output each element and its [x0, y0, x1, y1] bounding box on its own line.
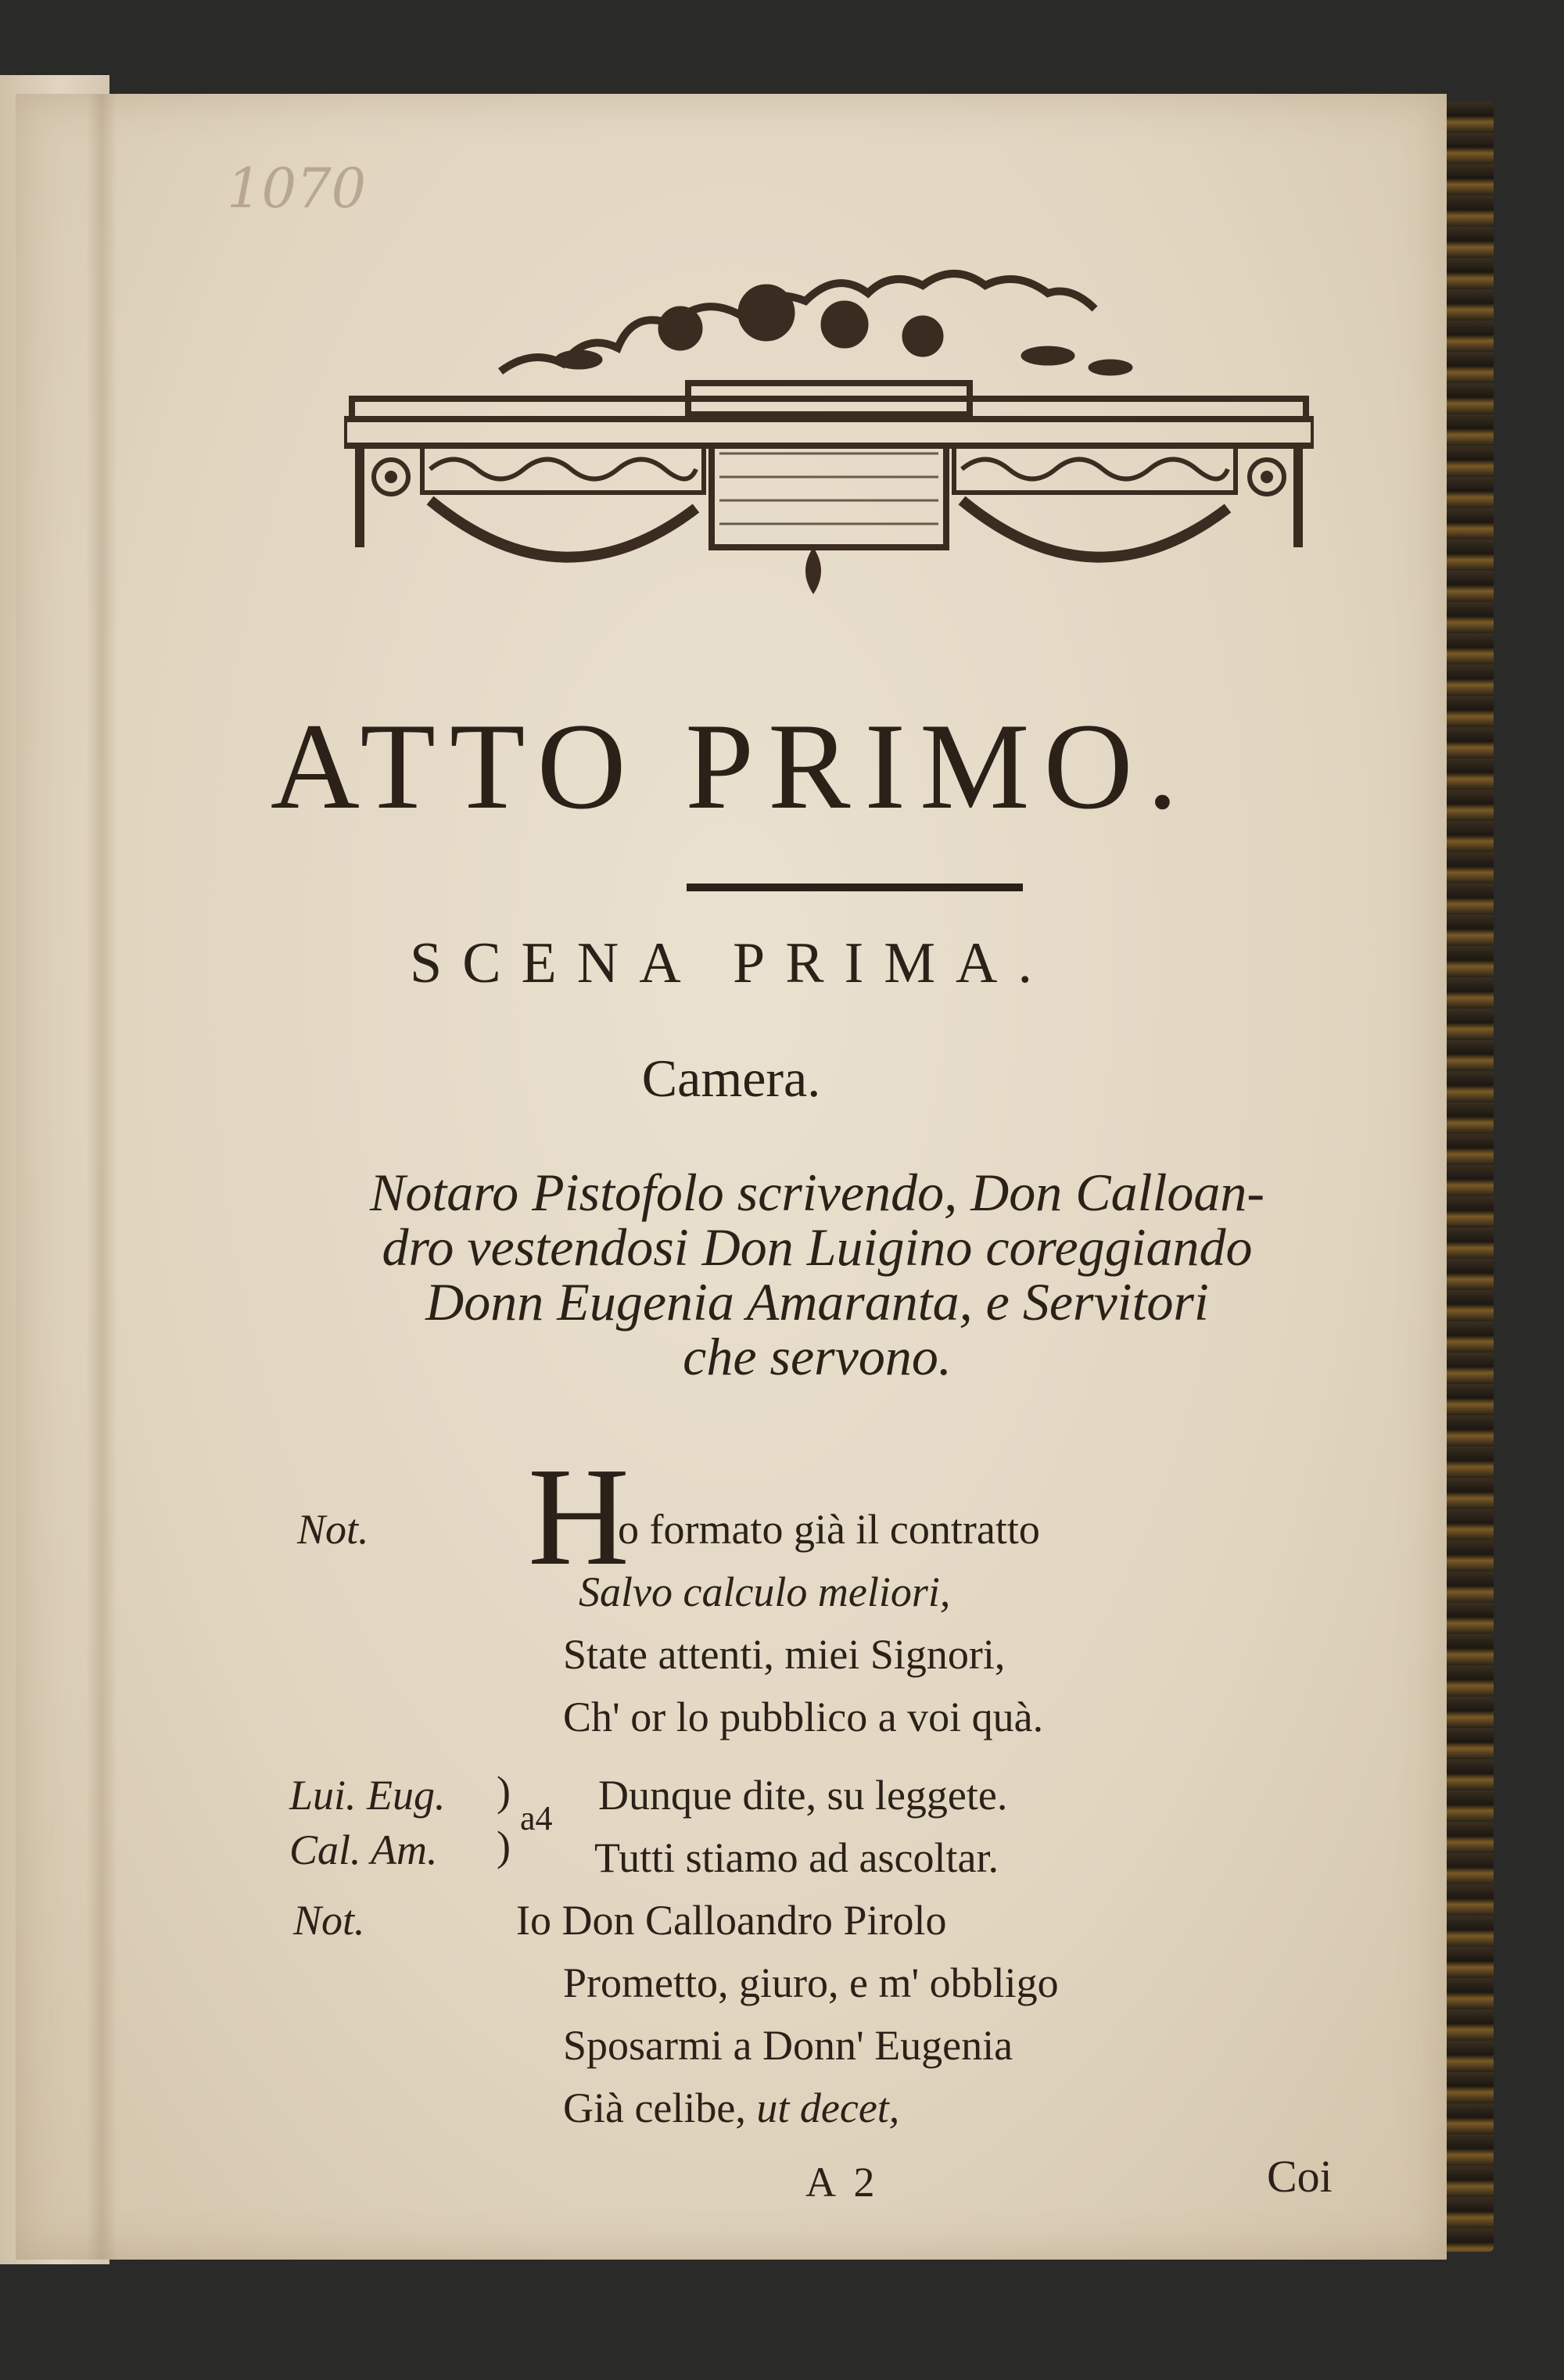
- verse-line: Tutti stiamo ad ascoltar.: [594, 1834, 999, 1881]
- ensemble-marker: a4: [520, 1799, 553, 1837]
- drop-capital: H: [528, 1439, 630, 1594]
- brace-mark: ): [497, 1823, 511, 1869]
- verse-latin: ut decet,: [756, 2084, 900, 2131]
- stage-direction-line: che servono.: [683, 1327, 952, 1386]
- catchword: Coi: [1267, 2151, 1333, 2202]
- brace-mark: ): [497, 1768, 511, 1815]
- verse-line: Io Don Calloandro Pirolo: [516, 1897, 947, 1944]
- verse-line: State attenti, miei Signori,: [563, 1631, 1006, 1678]
- speaker-label: Lui. Eug.: [289, 1772, 446, 1819]
- speaker-label: Not.: [297, 1506, 369, 1553]
- scene-heading: SCENA PRIMA.: [410, 931, 1053, 995]
- book-page: [16, 94, 1447, 2260]
- page-fold-shadow: [86, 94, 117, 2260]
- signature-mark: A 2: [805, 2159, 880, 2206]
- speaker-label: Cal. Am.: [289, 1826, 438, 1873]
- scene-setting: Camera.: [641, 1048, 821, 1108]
- verse-line: Ch' or lo pubblico a voi quà.: [563, 1694, 1044, 1740]
- verse-line: o formato già il contratto: [618, 1506, 1040, 1553]
- stage-direction-line: dro vestendosi Don Luigino coreggiando: [382, 1217, 1253, 1277]
- verse-line: Dunque dite, su leggete.: [598, 1772, 1008, 1819]
- verse-line: [563, 2084, 899, 2132]
- speaker-label: Not.: [293, 1897, 365, 1944]
- headpiece-ornament: [344, 219, 1314, 610]
- stage-direction-line: Notaro Pistofolo scrivendo, Don Calloan-: [369, 1163, 1264, 1222]
- stage-direction-line: Donn Eugenia Amaranta, e Servitori: [425, 1272, 1209, 1332]
- verse-line: Salvo calculo meliori,: [579, 1568, 951, 1615]
- pencil-annotation: 1070: [227, 156, 367, 220]
- verse-line: Prometto, giuro, e m' obbligo: [563, 1959, 1059, 2006]
- verse-line: Sposarmi a Donn' Eugenia: [563, 2022, 1013, 2069]
- verse-text: Già celibe,: [563, 2084, 746, 2131]
- act-title: ATTO PRIMO.: [270, 698, 1193, 835]
- stage-direction: [250, 1165, 1384, 1384]
- title-rule: [687, 884, 1023, 891]
